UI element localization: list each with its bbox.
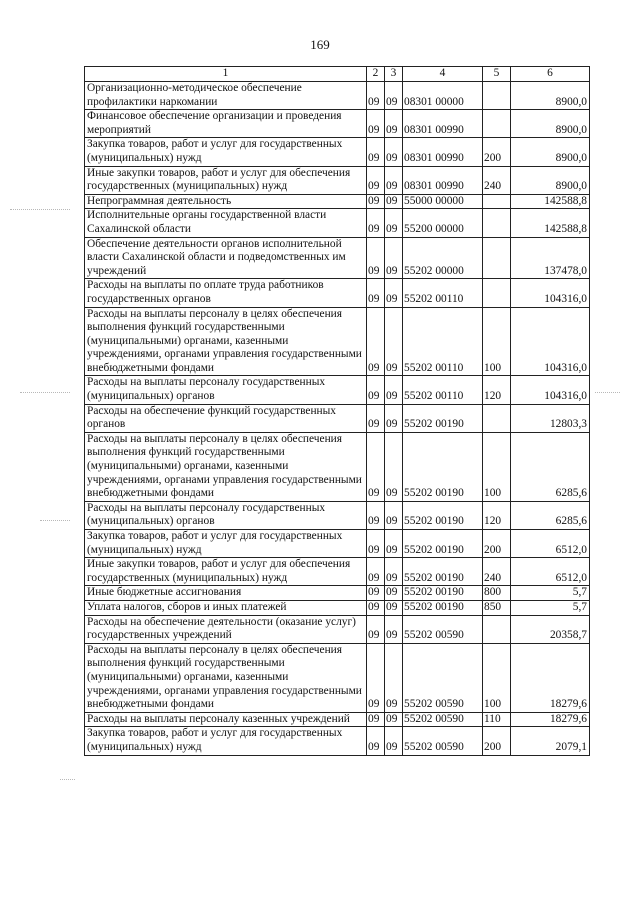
table-row [85,615,590,643]
expense-type-cell: 100 [483,432,511,501]
subsection-code-cell: 09 [385,600,403,615]
section-code-cell: 09 [367,530,385,558]
table-row [85,432,590,501]
table-row [85,307,590,376]
expense-type-cell: 200 [483,138,511,166]
amount-cell: 2079,1 [511,727,590,755]
amount-cell: 8900,0 [511,110,590,138]
amount-cell: 8900,0 [511,82,590,110]
table-row [85,82,590,110]
section-code-cell: 09 [367,166,385,194]
target-article-cell: 55202 00190 [403,558,483,586]
section-code-cell: 09 [367,600,385,615]
row-name-cell: Организационно-методическое обеспечение профилактики наркомании [85,82,367,110]
subsection-code-cell: 09 [385,432,403,501]
subsection-code-cell: 09 [385,376,403,404]
amount-cell: 6285,6 [511,501,590,529]
subsection-code-cell: 09 [385,279,403,307]
subsection-code-cell: 09 [385,166,403,194]
column-header: 5 [483,67,511,82]
table-row [85,600,590,615]
expense-type-cell [483,194,511,209]
amount-cell: 104316,0 [511,279,590,307]
amount-cell: 6512,0 [511,558,590,586]
subsection-code-cell: 09 [385,82,403,110]
scan-artifact [20,392,70,394]
section-code-cell: 09 [367,615,385,643]
section-code-cell: 09 [367,194,385,209]
subsection-code-cell: 09 [385,404,403,432]
amount-cell: 142588,8 [511,194,590,209]
amount-cell: 5,7 [511,586,590,601]
row-name-cell: Исполнительные органы государственной власти Сахалинской области [85,209,367,237]
expense-type-cell: 200 [483,727,511,755]
amount-cell: 6512,0 [511,530,590,558]
expense-type-cell [483,237,511,279]
row-name-cell: Расходы на выплаты персоналу казенных учреждений [85,712,367,727]
section-code-cell: 09 [367,404,385,432]
amount-cell: 5,7 [511,600,590,615]
subsection-code-cell: 09 [385,307,403,376]
table-row [85,166,590,194]
target-article-cell: 55202 00000 [403,237,483,279]
section-code-cell: 09 [367,558,385,586]
row-name-cell: Обеспечение деятельности органов исполнительной власти Сахалинской области и подведомственных им учреждений [85,237,367,279]
expense-type-cell: 100 [483,307,511,376]
section-code-cell: 09 [367,501,385,529]
table-row [85,237,590,279]
expense-type-cell: 120 [483,501,511,529]
target-article-cell: 08301 00990 [403,138,483,166]
target-article-cell: 55000 00000 [403,194,483,209]
row-name-cell: Иные закупки товаров, работ и услуг для обеспечения государственных (муниципальных) нужд [85,166,367,194]
target-article-cell: 55202 00190 [403,432,483,501]
table-row [85,194,590,209]
section-code-cell: 09 [367,586,385,601]
amount-cell: 12803,3 [511,404,590,432]
expense-type-cell: 240 [483,166,511,194]
section-code-cell: 09 [367,138,385,166]
expense-type-cell [483,615,511,643]
scan-artifact [60,779,75,781]
column-header: 3 [385,67,403,82]
target-article-cell: 55202 00590 [403,615,483,643]
target-article-cell: 55202 00110 [403,307,483,376]
target-article-cell: 08301 00000 [403,82,483,110]
target-article-cell: 55202 00190 [403,530,483,558]
expense-type-cell [483,404,511,432]
subsection-code-cell: 09 [385,643,403,712]
row-name-cell: Уплата налогов, сборов и иных платежей [85,600,367,615]
target-article-cell: 08301 00990 [403,166,483,194]
column-header: 6 [511,67,590,82]
target-article-cell: 55202 00590 [403,643,483,712]
target-article-cell: 55202 00110 [403,376,483,404]
target-article-cell: 55200 00000 [403,209,483,237]
expense-type-cell: 120 [483,376,511,404]
column-header: 4 [403,67,483,82]
row-name-cell: Закупка товаров, работ и услуг для государственных (муниципальных) нужд [85,727,367,755]
row-name-cell: Иные закупки товаров, работ и услуг для обеспечения государственных (муниципальных) нужд [85,558,367,586]
amount-cell: 137478,0 [511,237,590,279]
section-code-cell: 09 [367,307,385,376]
target-article-cell: 55202 00190 [403,404,483,432]
subsection-code-cell: 09 [385,615,403,643]
amount-cell: 104316,0 [511,376,590,404]
target-article-cell: 55202 00590 [403,712,483,727]
row-name-cell: Расходы на выплаты персоналу государственных (муниципальных) органов [85,501,367,529]
table-row [85,209,590,237]
column-header: 2 [367,67,385,82]
subsection-code-cell: 09 [385,138,403,166]
row-name-cell: Расходы на выплаты по оплате труда работников государственных органов [85,279,367,307]
section-code-cell: 09 [367,376,385,404]
subsection-code-cell: 09 [385,110,403,138]
amount-cell: 142588,8 [511,209,590,237]
amount-cell: 18279,6 [511,643,590,712]
section-code-cell: 09 [367,237,385,279]
section-code-cell: 09 [367,110,385,138]
table-row [85,643,590,712]
target-article-cell: 55202 00590 [403,727,483,755]
row-name-cell: Расходы на обеспечение функций государственных органов [85,404,367,432]
table-row [85,404,590,432]
amount-cell: 8900,0 [511,138,590,166]
subsection-code-cell: 09 [385,530,403,558]
section-code-cell: 09 [367,209,385,237]
table-row [85,279,590,307]
row-name-cell: Расходы на выплаты персоналу в целях обеспечения выполнения функций государственными (муниципальными) органами, казенными учреждениями, органами управления государственными внебюджетными фондами [85,643,367,712]
table-row [85,376,590,404]
target-article-cell: 55202 00190 [403,600,483,615]
table-row [85,110,590,138]
scan-artifact [595,392,620,394]
section-code-cell: 09 [367,432,385,501]
row-name-cell: Расходы на обеспечение деятельности (оказание услуг) государственных учреждений [85,615,367,643]
row-name-cell: Непрограммная деятельность [85,194,367,209]
row-name-cell: Расходы на выплаты персоналу в целях обеспечения выполнения функций государственными (муниципальными) органами, казенными учреждениями, органами управления государственными внебюджетными фондами [85,432,367,501]
target-article-cell: 55202 00190 [403,586,483,601]
amount-cell: 6285,6 [511,432,590,501]
subsection-code-cell: 09 [385,712,403,727]
target-article-cell: 55202 00190 [403,501,483,529]
amount-cell: 18279,6 [511,712,590,727]
row-name-cell: Расходы на выплаты персоналу в целях обеспечения выполнения функций государственными (муниципальными) органами, казенными учреждениями, органами управления государственными внебюджетными фондами [85,307,367,376]
column-header: 1 [85,67,367,82]
expense-type-cell [483,82,511,110]
section-code-cell: 09 [367,712,385,727]
row-name-cell: Иные бюджетные ассигнования [85,586,367,601]
table-header-row [85,67,590,82]
target-article-cell: 08301 00990 [403,110,483,138]
amount-cell: 104316,0 [511,307,590,376]
scan-artifact [40,520,70,522]
expense-type-cell: 100 [483,643,511,712]
budget-table [84,66,590,756]
subsection-code-cell: 09 [385,194,403,209]
expense-type-cell: 240 [483,558,511,586]
subsection-code-cell: 09 [385,586,403,601]
table-row [85,530,590,558]
expense-type-cell: 800 [483,586,511,601]
amount-cell: 8900,0 [511,166,590,194]
expense-type-cell: 850 [483,600,511,615]
row-name-cell: Закупка товаров, работ и услуг для государственных (муниципальных) нужд [85,530,367,558]
section-code-cell: 09 [367,643,385,712]
page-number: 169 [310,37,330,52]
expense-type-cell: 110 [483,712,511,727]
expense-type-cell: 200 [483,530,511,558]
table-row [85,138,590,166]
table-row [85,558,590,586]
subsection-code-cell: 09 [385,501,403,529]
table-row [85,501,590,529]
expense-type-cell [483,279,511,307]
expense-type-cell [483,110,511,138]
section-code-cell: 09 [367,279,385,307]
target-article-cell: 55202 00110 [403,279,483,307]
table-row [85,712,590,727]
subsection-code-cell: 09 [385,209,403,237]
subsection-code-cell: 09 [385,558,403,586]
scan-artifact [10,209,70,211]
subsection-code-cell: 09 [385,727,403,755]
expense-type-cell [483,209,511,237]
row-name-cell: Закупка товаров, работ и услуг для государственных (муниципальных) нужд [85,138,367,166]
amount-cell: 20358,7 [511,615,590,643]
table-row [85,586,590,601]
section-code-cell: 09 [367,727,385,755]
table-row [85,727,590,755]
row-name-cell: Финансовое обеспечение организации и проведения мероприятий [85,110,367,138]
subsection-code-cell: 09 [385,237,403,279]
section-code-cell: 09 [367,82,385,110]
row-name-cell: Расходы на выплаты персоналу государственных (муниципальных) органов [85,376,367,404]
